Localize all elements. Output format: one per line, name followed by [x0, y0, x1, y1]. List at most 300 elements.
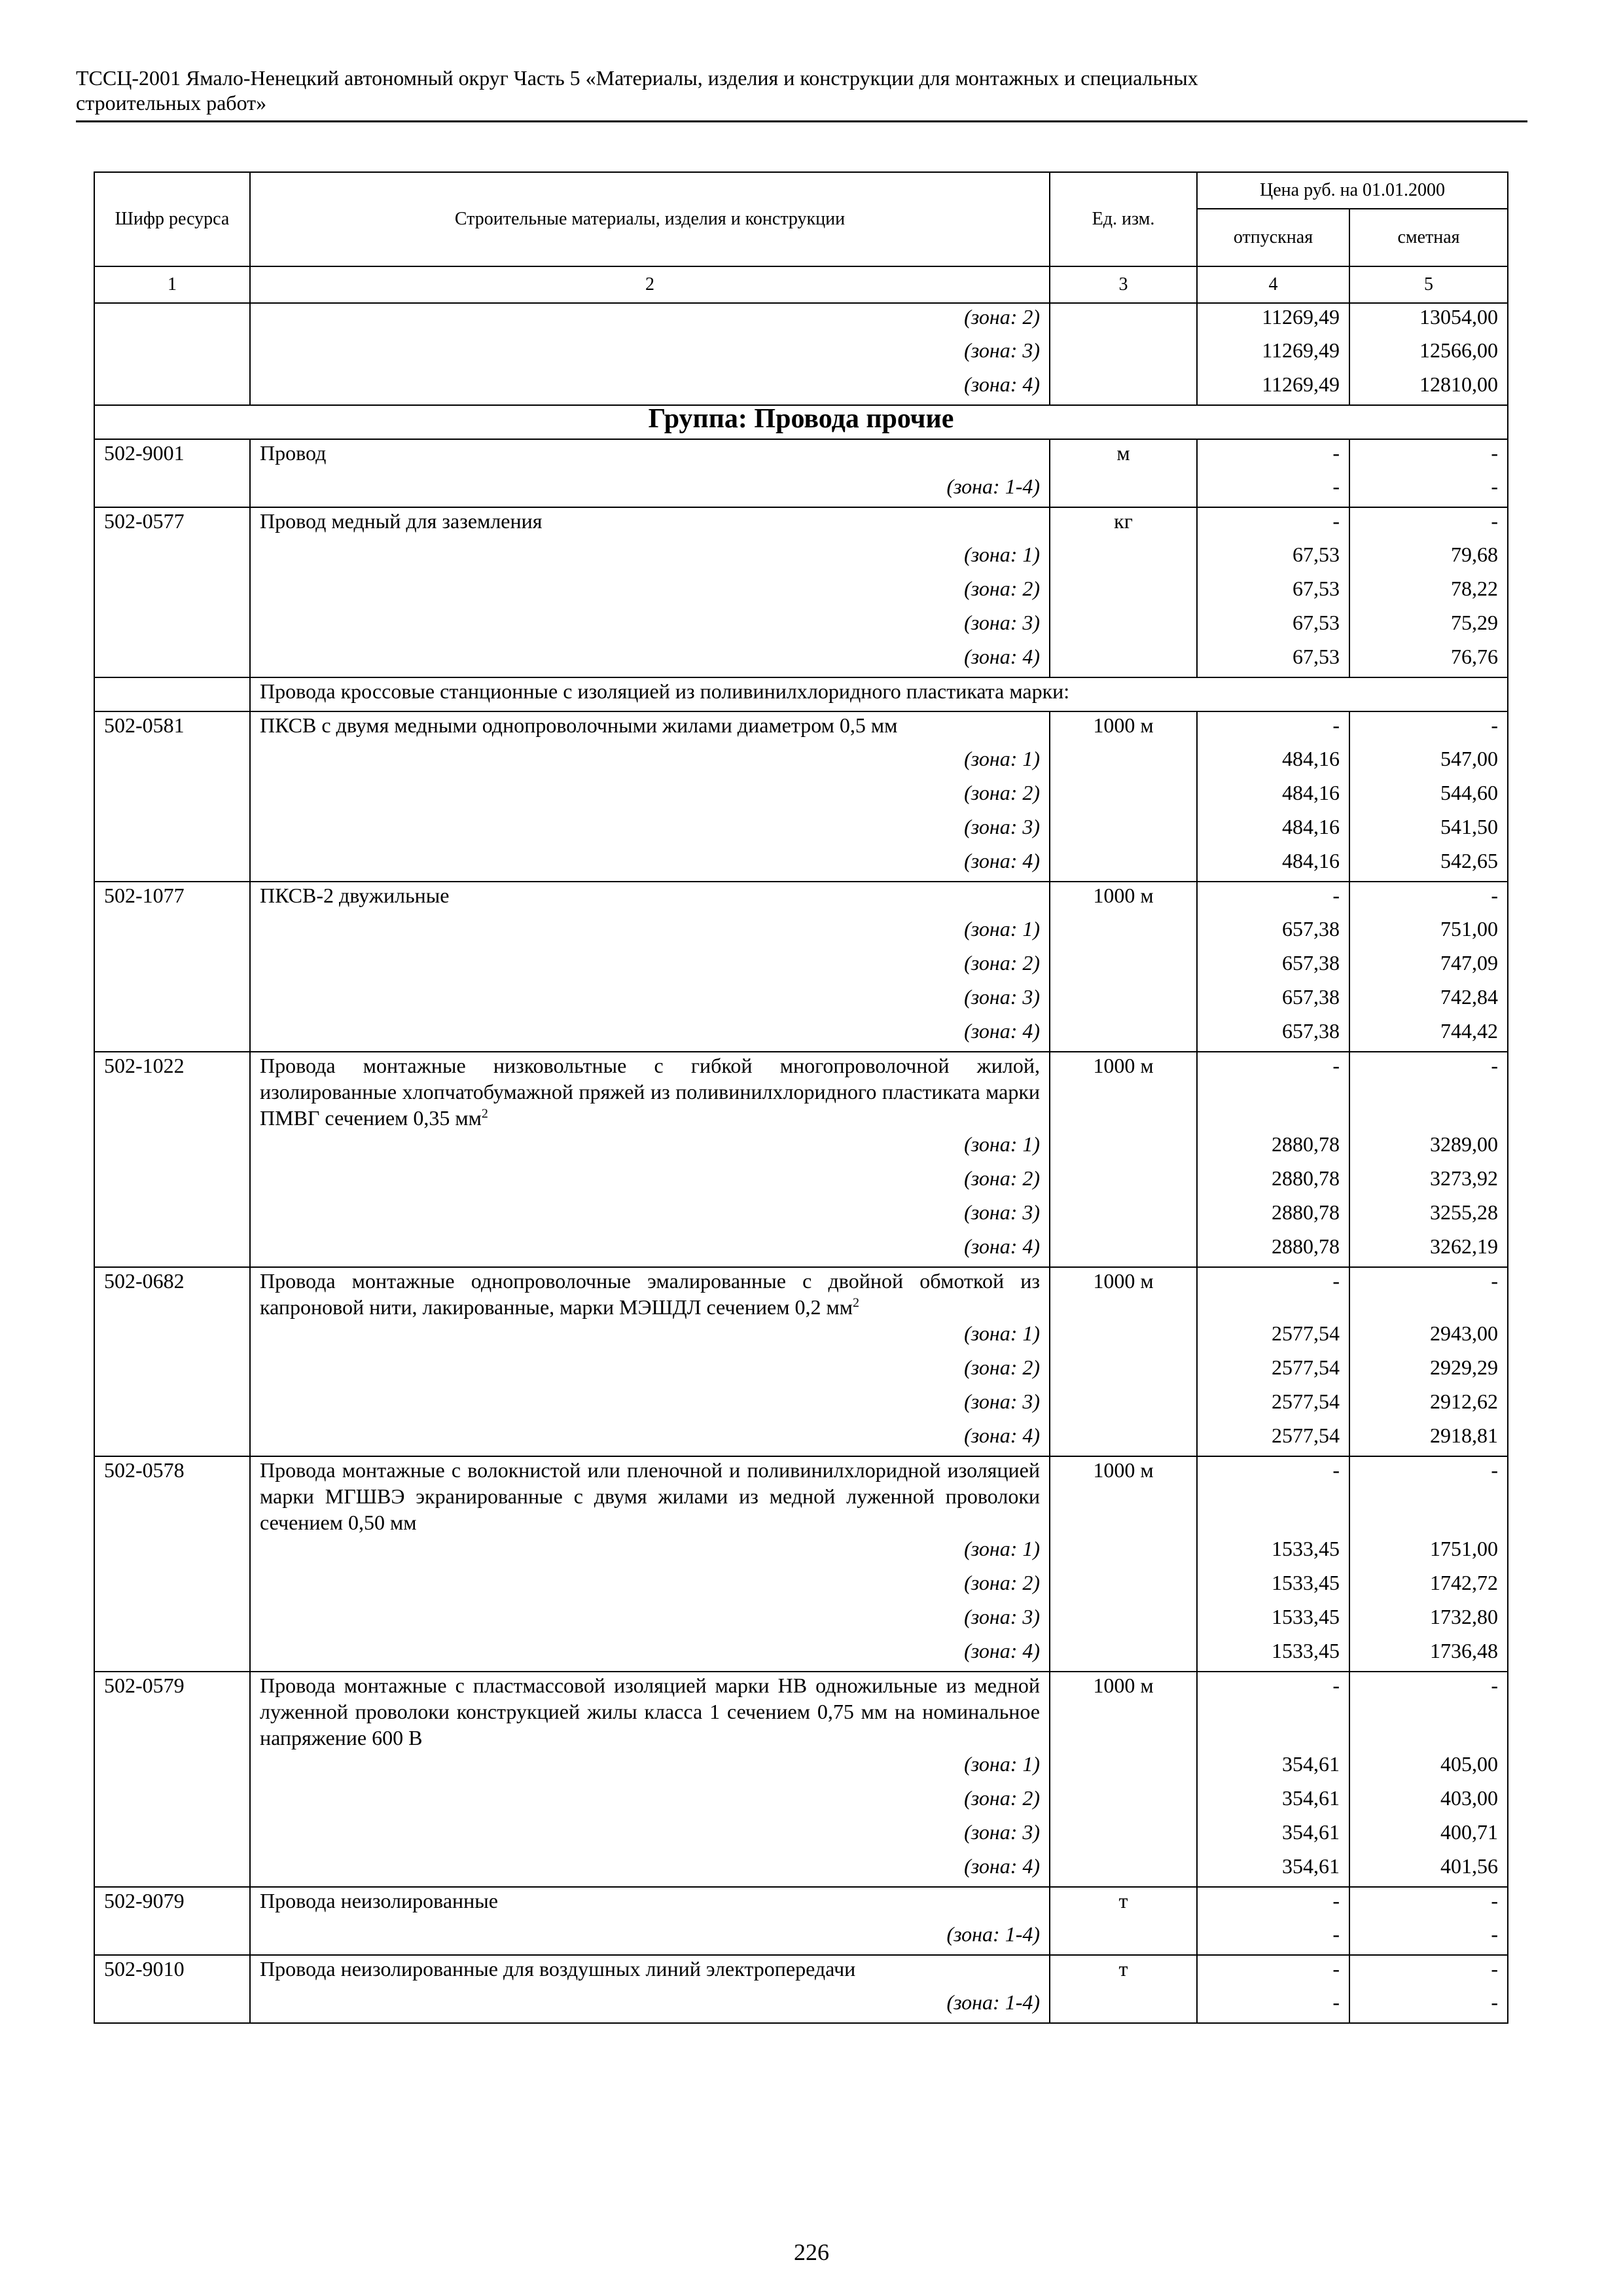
item-row [94, 882, 1508, 916]
unit-cell: 1000 м [1050, 711, 1197, 745]
estimate-price: 12810,00 [1349, 371, 1508, 405]
code-cell [94, 984, 250, 1018]
estimate-price: 400,71 [1349, 1819, 1508, 1853]
zone-row [94, 1604, 1508, 1638]
header-title-line-2: строительных работ» [76, 91, 267, 115]
code-cell [94, 1320, 250, 1354]
code-cell [94, 303, 250, 337]
zone-label: (зона: 1) [250, 1751, 1050, 1785]
estimate-price: 742,84 [1349, 984, 1508, 1018]
estimate-price: 403,00 [1349, 1785, 1508, 1819]
unit-cell [1050, 1388, 1197, 1422]
estimate-price: 3273,92 [1349, 1165, 1508, 1199]
estimate-price: 1751,00 [1349, 1535, 1508, 1570]
code-cell [94, 1422, 250, 1456]
unit-cell [1050, 814, 1197, 848]
item-name: ПКСВ с двумя медными однопроволочными жилами диаметром 0,5 мм [260, 713, 898, 737]
release-price: 1533,45 [1197, 1638, 1349, 1672]
zone-row [94, 541, 1508, 575]
item-name: Провод медный для заземления [260, 509, 543, 533]
unit-cell: м [1050, 439, 1197, 473]
estimate-price: 76,76 [1349, 643, 1508, 677]
release-price: 354,61 [1197, 1819, 1349, 1853]
zone-row [94, 814, 1508, 848]
release-price: 484,16 [1197, 745, 1349, 780]
resource-code: 502-9010 [94, 1955, 250, 1989]
unit-cell [1050, 575, 1197, 609]
superscript: 2 [852, 1295, 859, 1310]
estimate-price: - [1349, 711, 1508, 745]
unit-cell [1050, 1422, 1197, 1456]
zone-label: (зона: 3) [250, 814, 1050, 848]
zone-row [94, 1354, 1508, 1388]
release-price: - [1197, 1921, 1349, 1955]
unit-cell: 1000 м [1050, 1267, 1197, 1320]
unit-cell [1050, 848, 1197, 882]
zone-row [94, 1422, 1508, 1456]
price-table [94, 171, 1508, 2024]
table-body [94, 303, 1508, 2023]
code-cell [94, 1233, 250, 1267]
zone-row [94, 1853, 1508, 1887]
zone-label: (зона: 2) [250, 1354, 1050, 1388]
code-cell [94, 950, 250, 984]
estimate-price: - [1349, 1052, 1508, 1131]
zone-label: (зона: 1) [250, 541, 1050, 575]
release-price: - [1197, 882, 1349, 916]
code-cell [94, 848, 250, 882]
unit-cell [1050, 303, 1197, 337]
release-price: 2880,78 [1197, 1131, 1349, 1165]
release-price: 657,38 [1197, 950, 1349, 984]
code-cell [94, 541, 250, 575]
zone-label: (зона: 2) [250, 1570, 1050, 1604]
unit-cell: 1000 м [1050, 1672, 1197, 1751]
table-header [94, 172, 1508, 303]
code-cell [94, 1785, 250, 1819]
unit-cell [1050, 1921, 1197, 1955]
estimate-price: 2918,81 [1349, 1422, 1508, 1456]
code-cell [94, 1604, 250, 1638]
item-description [250, 1955, 1050, 1989]
release-price: 1533,45 [1197, 1535, 1349, 1570]
code-cell [94, 1535, 250, 1570]
unit-cell [1050, 1604, 1197, 1638]
code-cell [94, 337, 250, 371]
zone-row [94, 609, 1508, 643]
unit-cell [1050, 1535, 1197, 1570]
release-price: 2577,54 [1197, 1320, 1349, 1354]
item-name: ПКСВ-2 двужильные [260, 884, 450, 907]
header-title-line-1: ТССЦ-2001 Ямало-Ненецкий автономный округ Часть 5 «Материалы, изделия и конструкции для монтажных и специальных [76, 66, 1198, 90]
item-description [250, 882, 1050, 916]
resource-code: 502-1022 [94, 1052, 250, 1131]
code-cell [94, 1570, 250, 1604]
code-cell [94, 780, 250, 814]
release-price: - [1197, 1267, 1349, 1320]
unit-cell [1050, 1018, 1197, 1052]
release-price: 657,38 [1197, 916, 1349, 950]
zone-label: (зона: 2) [250, 1785, 1050, 1819]
code-cell [94, 916, 250, 950]
release-price: 354,61 [1197, 1853, 1349, 1887]
code-cell [94, 1018, 250, 1052]
zone-label: (зона: 1) [250, 916, 1050, 950]
col-number-5: 5 [1349, 266, 1508, 303]
zone-label: (зона: 1) [250, 1535, 1050, 1570]
code-cell [94, 745, 250, 780]
estimate-price: 542,65 [1349, 848, 1508, 882]
zone-label: (зона: 2) [250, 1165, 1050, 1199]
estimate-price: 541,50 [1349, 814, 1508, 848]
estimate-price: 2912,62 [1349, 1388, 1508, 1422]
code-cell [94, 1165, 250, 1199]
release-price: - [1197, 711, 1349, 745]
section-title: Провода кроссовые станционные с изоляцией из поливинилхлоридного пластиката марки: [250, 677, 1508, 711]
item-name: Провода неизолированные для воздушных линий электропередачи [260, 1957, 856, 1981]
unit-cell: т [1050, 1887, 1197, 1921]
page-number: 226 [794, 2239, 829, 2265]
item-description [250, 1672, 1050, 1751]
estimate-price: 13054,00 [1349, 303, 1508, 337]
release-price: 1533,45 [1197, 1570, 1349, 1604]
zone-label: (зона: 3) [250, 337, 1050, 371]
zone-row [94, 371, 1508, 405]
item-row [94, 711, 1508, 745]
item-name: Провода монтажные с пластмассовой изоляцией марки НВ одножильные из медной луженной проволоки конструкцией жилы класса 1 сечением 0,75 мм на номинальное напряжение 600 В [260, 1674, 1040, 1749]
unit-cell [1050, 984, 1197, 1018]
zone-label: (зона: 4) [250, 848, 1050, 882]
release-price: 354,61 [1197, 1785, 1349, 1819]
unit-cell [1050, 609, 1197, 643]
zone-label: (зона: 1) [250, 745, 1050, 780]
col-header-unit: Ед. изм. [1050, 172, 1197, 266]
release-price: 67,53 [1197, 609, 1349, 643]
estimate-price: 744,42 [1349, 1018, 1508, 1052]
estimate-price: 1732,80 [1349, 1604, 1508, 1638]
zone-label: (зона: 2) [250, 303, 1050, 337]
col-header-name: Строительные материалы, изделия и конструкции [250, 172, 1050, 266]
zone-label: (зона: 3) [250, 984, 1050, 1018]
unit-cell: 1000 м [1050, 1052, 1197, 1131]
release-price: 1533,45 [1197, 1604, 1349, 1638]
estimate-price: 2943,00 [1349, 1320, 1508, 1354]
zone-row [94, 1785, 1508, 1819]
item-row [94, 1672, 1508, 1751]
item-row [94, 1955, 1508, 1989]
resource-code: 502-0578 [94, 1456, 250, 1535]
release-price: - [1197, 1052, 1349, 1131]
estimate-price: 3262,19 [1349, 1233, 1508, 1267]
release-price: 2880,78 [1197, 1165, 1349, 1199]
zone-label: (зона: 3) [250, 1604, 1050, 1638]
code-cell [94, 1131, 250, 1165]
estimate-price: - [1349, 1887, 1508, 1921]
zone-row [94, 1638, 1508, 1672]
code-cell [94, 1638, 250, 1672]
zone-label: (зона: 4) [250, 1638, 1050, 1672]
code-cell [94, 1199, 250, 1233]
section-row [94, 677, 1508, 711]
zone-label: (зона: 1-4) [250, 473, 1050, 507]
unit-cell [1050, 1751, 1197, 1785]
zone-label: (зона: 3) [250, 1819, 1050, 1853]
code-cell [94, 1388, 250, 1422]
release-price: 354,61 [1197, 1751, 1349, 1785]
group-row [94, 405, 1508, 439]
item-description [250, 507, 1050, 541]
zone-row [94, 1819, 1508, 1853]
estimate-price: 3289,00 [1349, 1131, 1508, 1165]
col-header-estimate: сметная [1349, 209, 1508, 266]
unit-cell [1050, 745, 1197, 780]
code-cell [94, 1989, 250, 2023]
unit-cell [1050, 541, 1197, 575]
item-description [250, 439, 1050, 473]
zone-row [94, 303, 1508, 337]
zone-label: (зона: 4) [250, 1853, 1050, 1887]
resource-code: 502-1077 [94, 882, 250, 916]
zone-label: (зона: 1) [250, 1320, 1050, 1354]
zone-row [94, 1989, 1508, 2023]
zone-label: (зона: 4) [250, 1422, 1050, 1456]
zone-label: (зона: 3) [250, 1388, 1050, 1422]
estimate-price: 75,29 [1349, 609, 1508, 643]
group-title: Группа: Провода прочие [94, 405, 1508, 439]
release-price: - [1197, 1887, 1349, 1921]
zone-row [94, 916, 1508, 950]
zone-row [94, 848, 1508, 882]
zone-row [94, 1018, 1508, 1052]
unit-cell [1050, 1638, 1197, 1672]
header-rule [76, 120, 1527, 122]
estimate-price: 544,60 [1349, 780, 1508, 814]
release-price: 2577,54 [1197, 1388, 1349, 1422]
unit-cell [1050, 1165, 1197, 1199]
code-cell [94, 473, 250, 507]
col-number-3: 3 [1050, 266, 1197, 303]
resource-code: 502-0579 [94, 1672, 250, 1751]
release-price: 484,16 [1197, 814, 1349, 848]
superscript: 2 [481, 1106, 488, 1121]
estimate-price: - [1349, 473, 1508, 507]
resource-code: 502-0577 [94, 507, 250, 541]
release-price: 2577,54 [1197, 1422, 1349, 1456]
unit-cell [1050, 1199, 1197, 1233]
zone-row [94, 1165, 1508, 1199]
release-price: 67,53 [1197, 643, 1349, 677]
release-price: - [1197, 473, 1349, 507]
code-cell [94, 371, 250, 405]
code-cell [94, 1819, 250, 1853]
release-price: 484,16 [1197, 848, 1349, 882]
code-cell [94, 677, 250, 711]
release-price: 484,16 [1197, 780, 1349, 814]
unit-cell [1050, 780, 1197, 814]
zone-row [94, 1570, 1508, 1604]
zone-label: (зона: 3) [250, 609, 1050, 643]
unit-cell [1050, 1853, 1197, 1887]
zone-label: (зона: 3) [250, 1199, 1050, 1233]
zone-label: (зона: 1) [250, 1131, 1050, 1165]
estimate-price: - [1349, 1955, 1508, 1989]
zone-label: (зона: 1-4) [250, 1921, 1050, 1955]
unit-cell [1050, 1819, 1197, 1853]
release-price: 11269,49 [1197, 303, 1349, 337]
unit-cell [1050, 371, 1197, 405]
estimate-price: - [1349, 1456, 1508, 1535]
unit-cell: кг [1050, 507, 1197, 541]
item-name: Провода монтажные низковольтные с гибкой многопроволочной жилой, изолированные хлопчатобумажной пряжей из поливинилхлоридного пластиката марки ПМВГ сечением 0,35 мм [260, 1054, 1040, 1130]
zone-row [94, 1199, 1508, 1233]
zone-row [94, 1233, 1508, 1267]
item-name: Провод [260, 441, 327, 465]
estimate-price: 751,00 [1349, 916, 1508, 950]
estimate-price: 2929,29 [1349, 1354, 1508, 1388]
code-cell [94, 1853, 250, 1887]
estimate-price: - [1349, 439, 1508, 473]
zone-row [94, 745, 1508, 780]
zone-row [94, 337, 1508, 371]
item-row [94, 439, 1508, 473]
zone-row [94, 1535, 1508, 1570]
estimate-price: 747,09 [1349, 950, 1508, 984]
unit-cell: 1000 м [1050, 1456, 1197, 1535]
unit-cell [1050, 1233, 1197, 1267]
item-name: Провода монтажные однопроволочные эмалированные с двойной обмоткой из капроновой нити, лакированные, марки МЭШДЛ сечением 0,2 мм [260, 1269, 1040, 1319]
col-number-4: 4 [1197, 266, 1349, 303]
estimate-price: 1742,72 [1349, 1570, 1508, 1604]
estimate-price: 79,68 [1349, 541, 1508, 575]
item-row [94, 1267, 1508, 1320]
estimate-price: 547,00 [1349, 745, 1508, 780]
zone-row [94, 1131, 1508, 1165]
release-price: 657,38 [1197, 984, 1349, 1018]
zone-label: (зона: 2) [250, 780, 1050, 814]
estimate-price: - [1349, 1267, 1508, 1320]
estimate-price: - [1349, 1672, 1508, 1751]
release-price: 67,53 [1197, 541, 1349, 575]
estimate-price: 1736,48 [1349, 1638, 1508, 1672]
code-cell [94, 1354, 250, 1388]
estimate-price: 405,00 [1349, 1751, 1508, 1785]
item-row [94, 507, 1508, 541]
unit-cell [1050, 643, 1197, 677]
resource-code: 502-0581 [94, 711, 250, 745]
zone-row [94, 473, 1508, 507]
code-cell [94, 1921, 250, 1955]
release-price: 657,38 [1197, 1018, 1349, 1052]
item-description [250, 1456, 1050, 1535]
zone-row [94, 1388, 1508, 1422]
zone-label: (зона: 2) [250, 575, 1050, 609]
zone-row [94, 1751, 1508, 1785]
unit-cell [1050, 950, 1197, 984]
col-header-release: отпускная [1197, 209, 1349, 266]
zone-row [94, 643, 1508, 677]
col-header-price: Цена руб. на 01.01.2000 [1197, 172, 1508, 209]
resource-code: 502-9079 [94, 1887, 250, 1921]
item-description [250, 1052, 1050, 1131]
unit-cell [1050, 1131, 1197, 1165]
unit-cell [1050, 1989, 1197, 2023]
code-cell [94, 575, 250, 609]
release-price: - [1197, 1456, 1349, 1535]
release-price: - [1197, 1989, 1349, 2023]
estimate-price: - [1349, 507, 1508, 541]
item-row [94, 1052, 1508, 1131]
code-cell [94, 814, 250, 848]
estimate-price: - [1349, 1921, 1508, 1955]
item-row [94, 1456, 1508, 1535]
release-price: 2880,78 [1197, 1233, 1349, 1267]
estimate-price: 401,56 [1349, 1853, 1508, 1887]
zone-label: (зона: 4) [250, 371, 1050, 405]
zone-row [94, 780, 1508, 814]
zone-row [94, 950, 1508, 984]
zone-row [94, 984, 1508, 1018]
zone-row [94, 1320, 1508, 1354]
item-description [250, 711, 1050, 745]
release-price: - [1197, 439, 1349, 473]
unit-cell [1050, 916, 1197, 950]
release-price: 2577,54 [1197, 1354, 1349, 1388]
zone-row [94, 1921, 1508, 1955]
document-header [76, 65, 1522, 115]
release-price: 11269,49 [1197, 337, 1349, 371]
unit-cell: 1000 м [1050, 882, 1197, 916]
resource-code: 502-0682 [94, 1267, 250, 1320]
zone-label: (зона: 4) [250, 1018, 1050, 1052]
zone-row [94, 575, 1508, 609]
release-price: 2880,78 [1197, 1199, 1349, 1233]
release-price: - [1197, 1672, 1349, 1751]
unit-cell [1050, 1785, 1197, 1819]
item-name: Провода монтажные с волокнистой или пленочной и поливинилхлоридной изоляцией марки МГШВЭ экранированные с двумя жилами из медной луженной проволоки сечением 0,50 мм [260, 1458, 1040, 1534]
col-header-code: Шифр ресурса [94, 172, 250, 266]
release-price: - [1197, 507, 1349, 541]
unit-cell [1050, 1354, 1197, 1388]
estimate-price: 3255,28 [1349, 1199, 1508, 1233]
col-number-2: 2 [250, 266, 1050, 303]
zone-label: (зона: 4) [250, 643, 1050, 677]
unit-cell [1050, 473, 1197, 507]
release-price: 11269,49 [1197, 371, 1349, 405]
unit-cell [1050, 1570, 1197, 1604]
zone-label: (зона: 4) [250, 1233, 1050, 1267]
zone-label: (зона: 1-4) [250, 1989, 1050, 2023]
estimate-price: 78,22 [1349, 575, 1508, 609]
unit-cell: т [1050, 1955, 1197, 1989]
unit-cell [1050, 337, 1197, 371]
resource-code: 502-9001 [94, 439, 250, 473]
item-description [250, 1267, 1050, 1320]
code-cell [94, 1751, 250, 1785]
zone-label: (зона: 2) [250, 950, 1050, 984]
item-description [250, 1887, 1050, 1921]
code-cell [94, 609, 250, 643]
item-name: Провода неизолированные [260, 1889, 498, 1912]
estimate-price: - [1349, 882, 1508, 916]
col-number-1: 1 [94, 266, 250, 303]
release-price: - [1197, 1955, 1349, 1989]
estimate-price: 12566,00 [1349, 337, 1508, 371]
item-row [94, 1887, 1508, 1921]
code-cell [94, 643, 250, 677]
unit-cell [1050, 1320, 1197, 1354]
release-price: 67,53 [1197, 575, 1349, 609]
estimate-price: - [1349, 1989, 1508, 2023]
